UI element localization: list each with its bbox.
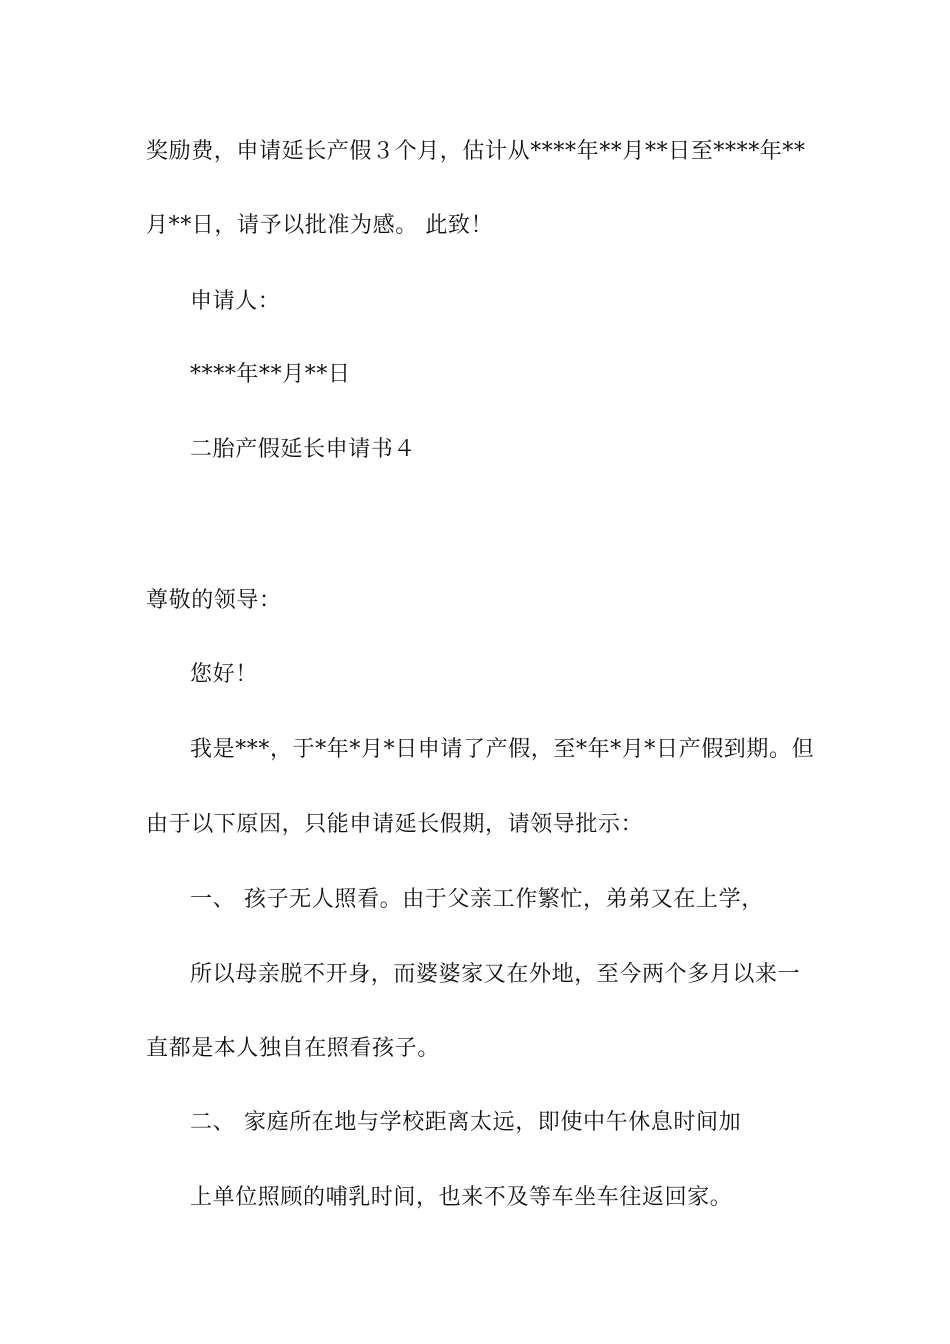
paragraph-line: 所以母亲脱不开身，而婆婆家又在外地，至今两个多月以来一 [190, 962, 801, 987]
paragraph-line: 月**日，请予以批准为感。 此致！ [146, 213, 494, 238]
list-item-number: 一、 [190, 887, 236, 912]
section-title: 二胎产假延长申请书４ [190, 437, 417, 462]
greeting: 您好！ [190, 662, 258, 687]
list-item-text: 孩子无人照看。由于父亲工作繁忙，弟弟又在上学， [244, 887, 764, 912]
paragraph-line: 我是***，于*年*月*日申请了产假，至*年*月*日产假到期。但 [190, 737, 815, 762]
list-item-number: 二、 [190, 1110, 236, 1135]
salutation: 尊敬的领导： [146, 588, 282, 613]
paragraph-line: 上单位照顾的哺乳时间，也来不及等车坐车往返回家。 [190, 1185, 733, 1210]
list-item-text: 家庭所在地与学校距离太远，即使中午休息时间加 [244, 1110, 742, 1135]
paragraph-line: 由于以下原因，只能申请延长假期，请领导批示： [146, 812, 644, 837]
application-date: ****年**月**日 [190, 362, 351, 387]
applicant-label: 申请人： [190, 289, 281, 314]
paragraph-line: 奖励费，申请延长产假３个月，估计从****年**月**日至****年** [146, 139, 806, 164]
paragraph-line: 直都是本人独自在照看孩子。 [146, 1036, 440, 1061]
